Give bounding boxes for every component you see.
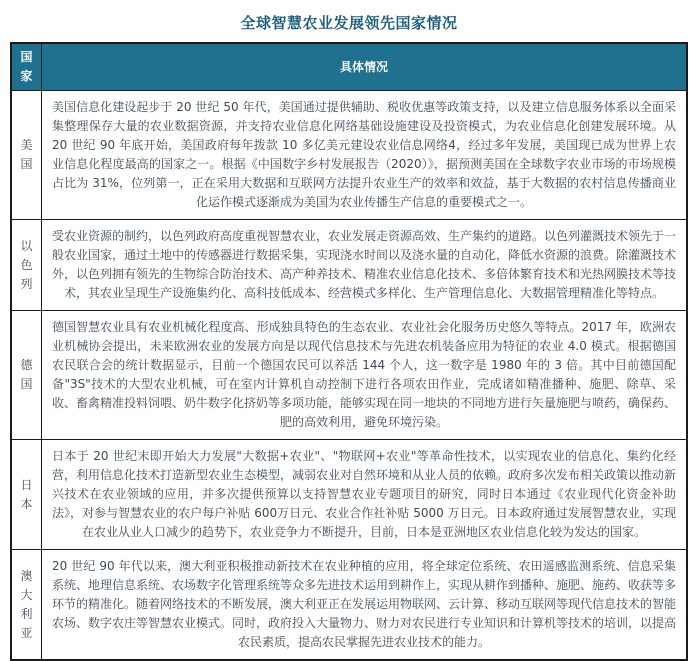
country-detail: 德国智慧农业具有农业机械化程度高、形成独具特色的生态农业、农业社会化服务历史悠久等特点。2017 年，欧洲农业机械协会提出，未来欧洲农业的发展方向是以现代信息技术与先进农机装备应用为特征的农业 4.0 模式。根据德国农民联合会的统计数据显示，目前一个德国农民可以养活 144 个人，这一数字是 1980 年的 3 倍。其中目前德国配备"3S"技术的大型农业机械，可在室内计算机自动控制下进行各项农田作业，完成诸如精准播种、施肥、除草、采收、畜禽精准投料饲喂、奶牛数字化挤奶等多项功能，能够实现在同一地块的不同地方进行矢量施肥与喷药，确保药、肥的高效利用，避免环境污染。 [42,311,688,440]
header-detail: 具体情况 [42,43,688,91]
country-detail: 受农业资源的制约，以色列政府高度重视智慧农业，农业发展走资源高效、生产集约的道路。以色列灌溉技术领先于一般农业国家，通过土地中的传感器进行数据采集，实现浇水时间以及浇水量的自动化，降低水资源的浪费。除灌溉技术外，以色列拥有领先的生物综合防治技术、高产种养技术、精准农业信息化技术、多倍体繁育技术和光热网膜技术等技术，其农业呈现生产设施集约化、高科技低成本、经营模式多样化、生产管理信息化、大数据管理精准化等特点。 [42,220,688,311]
table-row-israel [11,220,687,311]
header-country: 国家 [11,43,42,91]
table-row-australia [11,550,687,661]
table-row-usa [11,91,687,220]
country-label: 以色列 [11,220,42,311]
country-label: 美国 [11,91,42,220]
country-label: 德国 [11,311,42,440]
country-detail: 日本于 20 世纪末即开始大力发展"大数据+农业"、"物联网+农业"等革命性技术，以实现农业的信息化、集约化经营，利用信息化技术打造新型农业生态模型，减弱农业对自然环境和从业人员的依赖。政府多次发布相关政策以推动新兴技术在农业领域的应用，并多次提供预算以支持智慧农业专题项目的研究，同时日本通过《农业现代化资金补助法》，对参与智慧农业的农户每户补贴 600万日元、农业合作社补贴 5000 万日元。日本政府通过发展智慧农业，实现在农业从业人口减少的趋势下，农业竞争力不断提升，目前，日本是亚洲地区农业信息化较为发达的国家。 [42,440,688,550]
table-row-japan [11,440,687,550]
table-body [11,91,687,661]
table-header [11,43,687,91]
header-row [11,43,687,91]
country-label: 澳大利亚 [11,550,42,661]
countries-table [10,42,688,661]
country-detail: 20 世纪 90 年代以来，澳大利亚积极推动新技术在农业种植的应用，将全球定位系统、农田遥感监测系统、信息采集系统、地理信息系统、农场数字化管理系统等众多先进技术运用到耕作上，实现从耕作到播种、施肥、施药、收获等多环节的精准化。随着网络技术的不断发展，澳大利亚正在发展运用物联网、云计算、移动互联网等现代信息技术的智能农场、数字农庄等智慧农业模式。同时，政府投入大量物力、财力对农民进行专业知识和计算机等技术的培训，以提高农民素质，提高农民掌握先进农业技术的能力。 [42,550,688,661]
table-row-germany [11,311,687,440]
country-label: 日本 [11,440,42,550]
country-detail: 美国信息化建设起步于 20 世纪 50 年代，美国通过提供辅助、税收优惠等政策支持，以及建立信息服务体系以全面采集整理保存大量的农业数据资源，并支持农业信息化网络基础设施建设及投资模式，为农业信息化创建发展环境。从 20 世纪 90 年底开始，美国政府每年拨款 10 多亿美元建设农业信息网络4，经过多年发展，美国现已成为世界上农业信息化程度最高的国家之一。根据《中国数字乡村发展报告（2020）》，据预测美国在全球数字农业市场的市场规模占比为 31%，位列第一，正在采用大数据和互联网方法提升农业生产的效率和效益，基于大数据的农村信息传播商业化运作模式逐渐成为美国为农业传播生产信息的重要模式之一。 [42,91,688,220]
page-title: 全球智慧农业发展领先国家情况 [240,14,458,32]
